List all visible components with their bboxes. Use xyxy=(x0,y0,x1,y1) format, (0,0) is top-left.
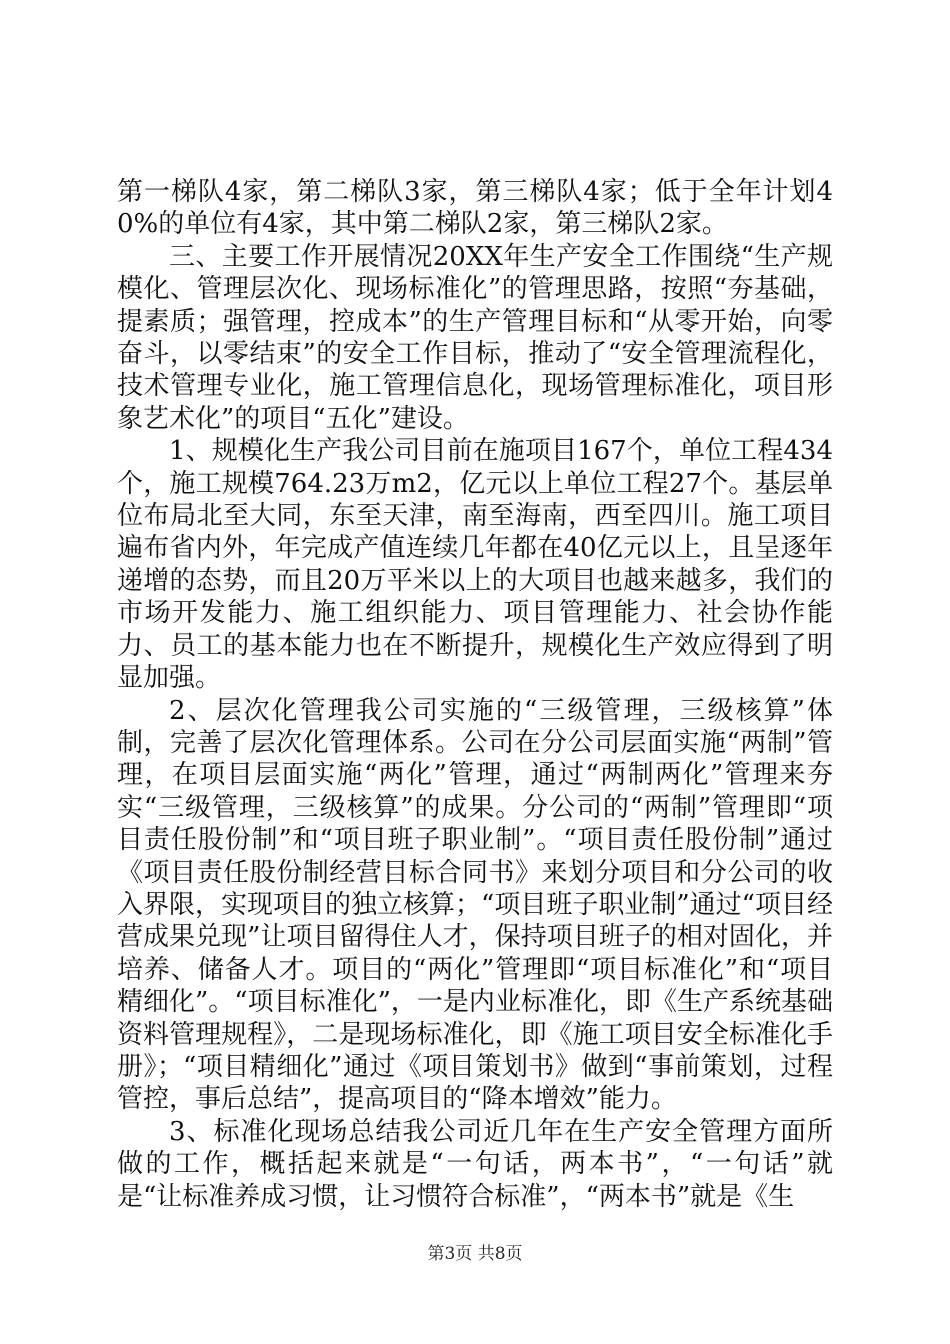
paragraph-hierarchical-management: 2、层次化管理我公司实施的“三级管理，三级核算”体制，完善了层次化管理体系。公司在分公司层面实施“两制”管理，在项目层面实施“两化”管理，通过“两制两化”管理来夯实“三级管理，三级核算”的成果。分公司的“两制”管理即“项目责任股份制”和“项目班子职业制”。“项目责任股份制”通过《项目责任股份制经营目标合同书》来划分项目和分公司的收入界限，实现项目的独立核算；“项目班子职业制”通过“项目经营成果兑现”让项目留得住人才，保持项目班子的相对固化，并培养、储备人才。项目的“两化”管理即“项目标准化”和“项目精细化”。“项目标准化”，一是内业标准化，即《生产系统基础资料管理规程》，二是现场标准化，即《施工项目安全标准化手册》；“项目精细化”通过《项目策划书》做到“事前策划，过程管控，事后总结”，提高项目的“降本增效”能力。 xyxy=(117,695,833,1115)
document-body xyxy=(117,176,833,1213)
paragraph-scale-production: 1、规模化生产我公司目前在施项目167个，单位工程434个，施工规模764.23万m2，亿元以上单位工程27个。基层单位布局北至大同，东至天津，南至海南，西至四川。施工项目遍布省内外，年完成产值连续几年都在40亿元以上，且呈逐年递增的态势，而且20万平米以上的大项目也越来越多，我们的市场开发能力、施工组织能力、项目管理能力、社会协作能力、员工的基本能力也在不断提升，规模化生产效应得到了明显加强。 xyxy=(117,436,833,694)
paragraph-standardized-site: 3、标准化现场总结我公司近几年在生产安全管理方面所做的工作，概括起来就是“一句话，两本书”，“一句话”就是“让标准养成习惯，让习惯符合标准”，“两本书”就是《生 xyxy=(117,1116,833,1212)
paragraph-ranking-summary: 第一梯队4家，第二梯队3家，第三梯队4家；低于全年计划40%的单位有4家，其中第二梯队2家，第三梯队2家。 xyxy=(117,177,833,240)
paragraph-main-work: 三、主要工作开展情况20XX年生产安全工作围绕“生产规模化、管理层次化、现场标准化”的管理思路，按照“夯基础，提素质；强管理，控成本”的生产管理目标和“从零开始，向零奋斗，以零结束”的安全工作目标，推动了“安全管理流程化，技术管理专业化，施工管理信息化，现场管理标准化，项目形象艺术化”的项目“五化”建设。 xyxy=(117,241,833,434)
page-footer: 第3页 共8页 xyxy=(427,1244,523,1264)
